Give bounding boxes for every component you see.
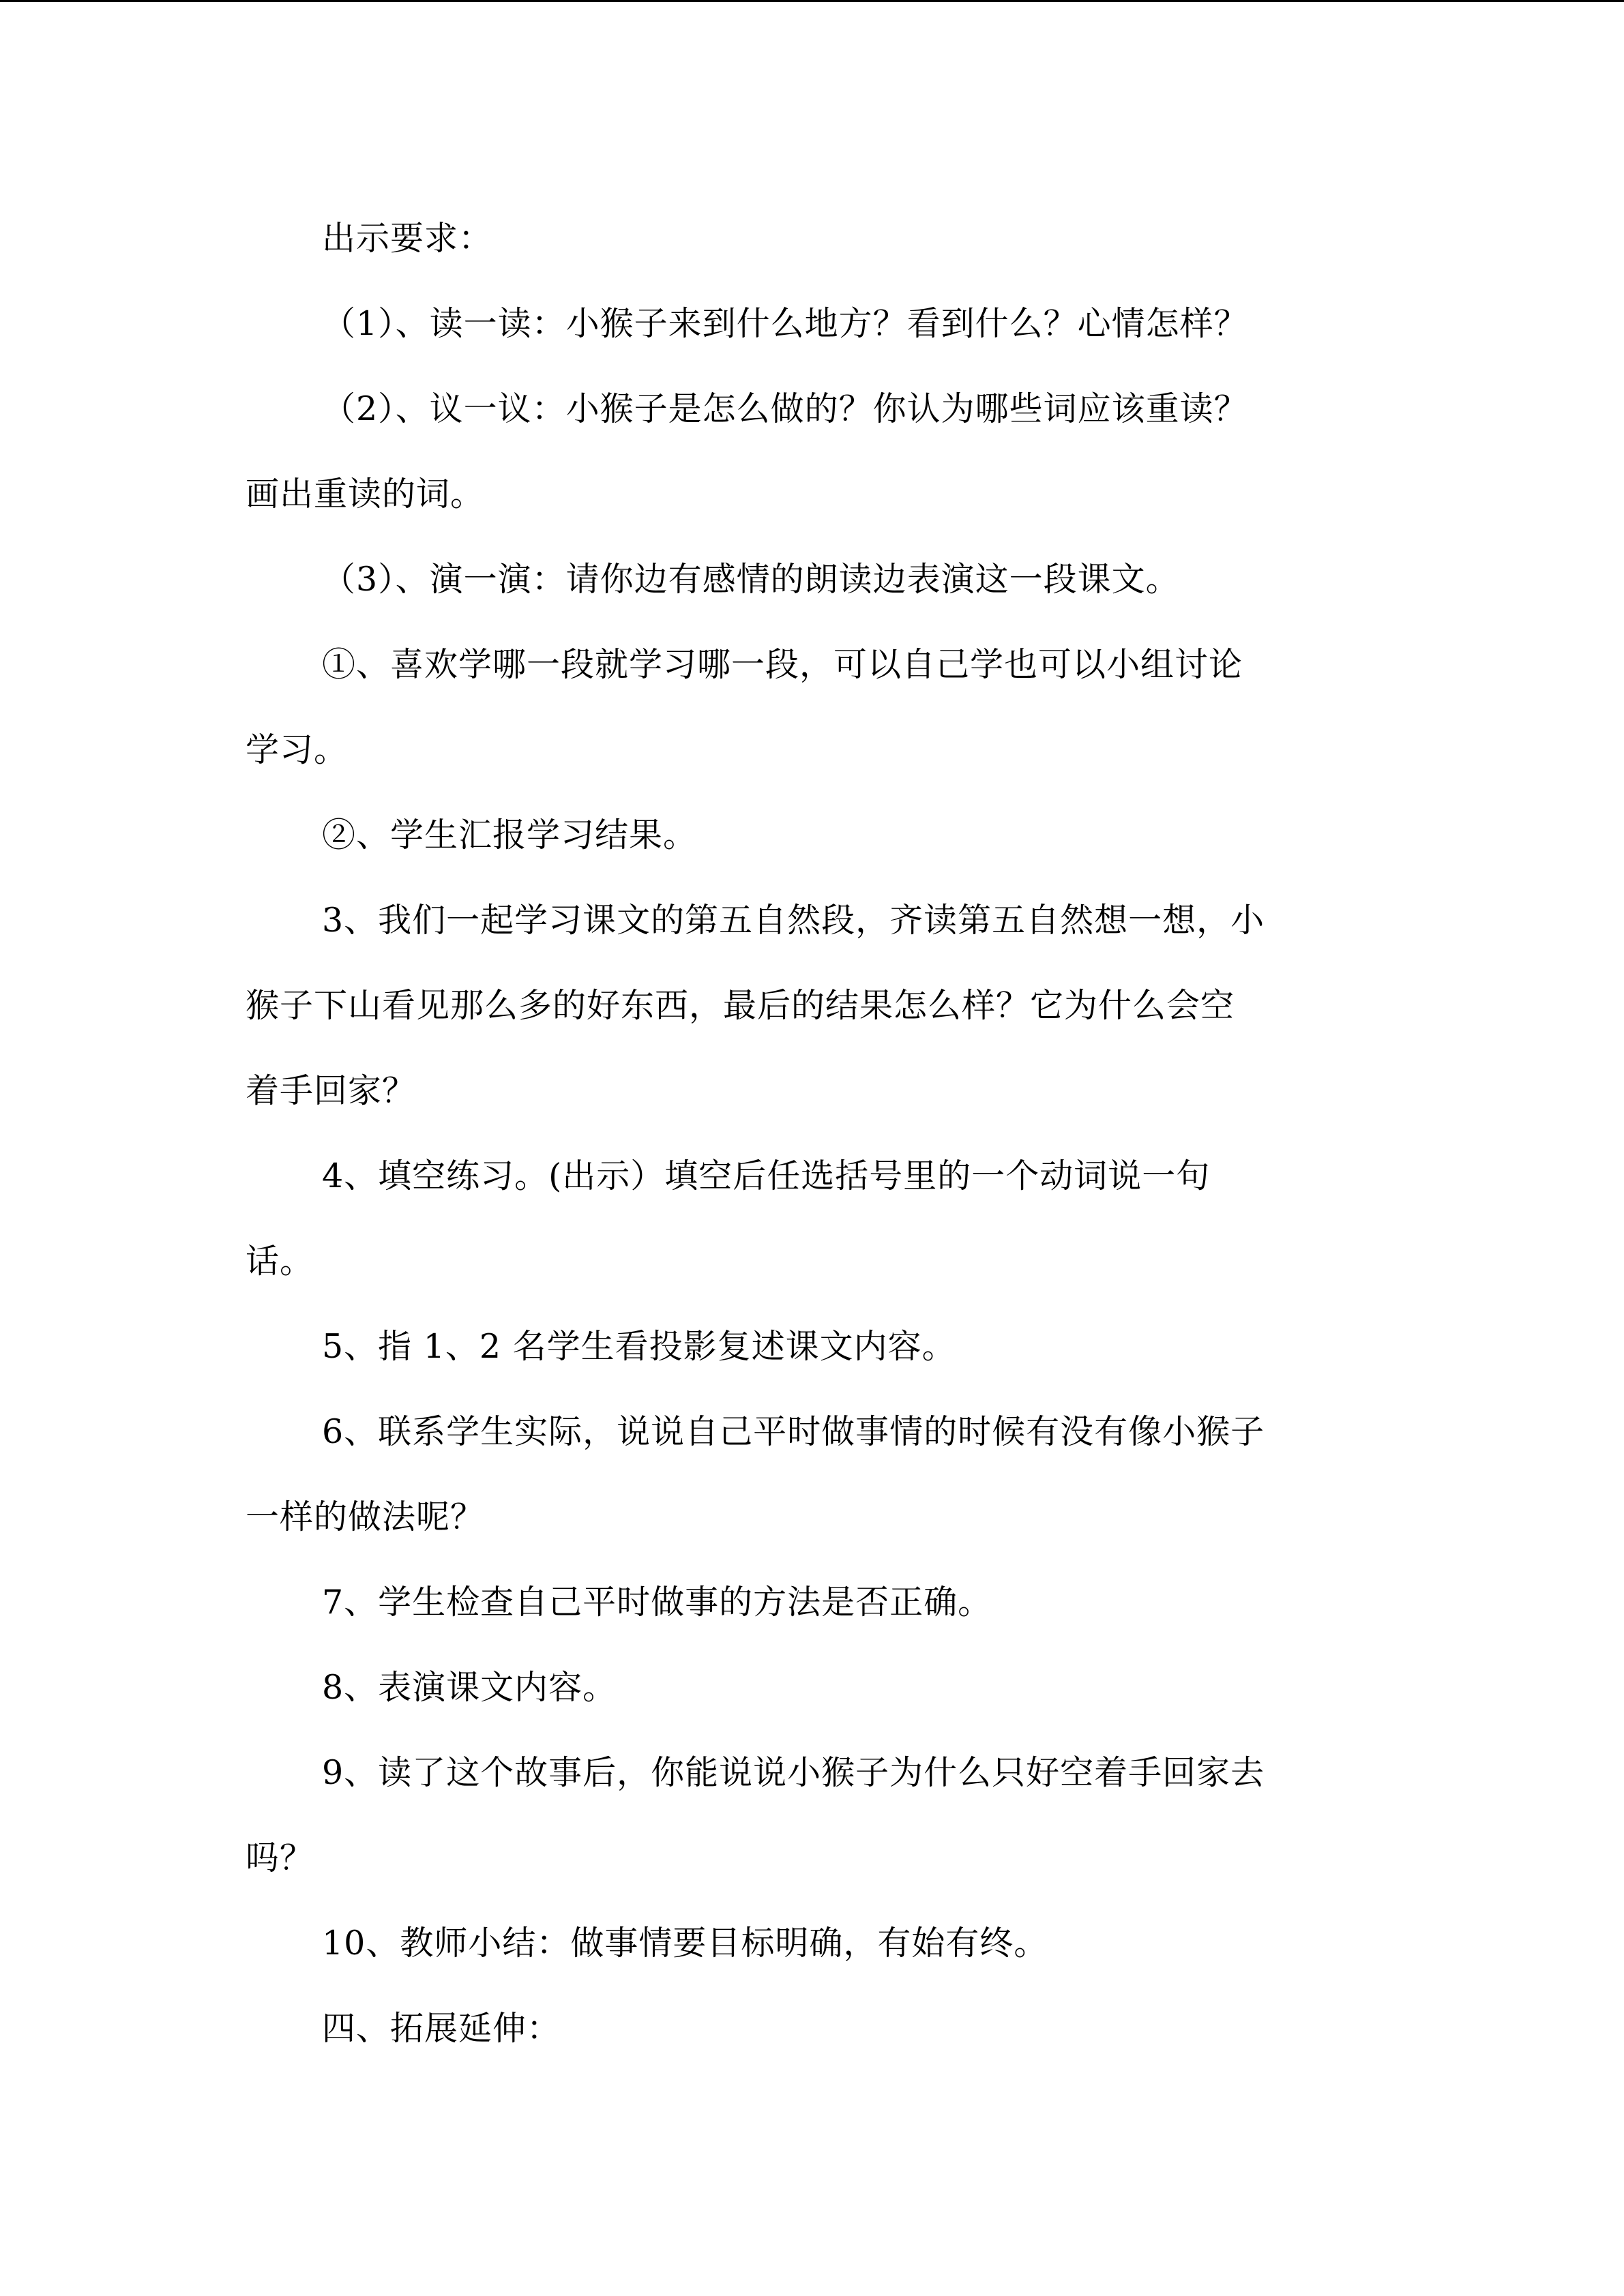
text-line: 猴子下山看见那么多的好东西，最后的结果怎么样？它为什么会空 [246, 986, 1235, 1025]
text-line: 3、我们一起学习课文的第五自然段，齐读第五自然想一想，小 [322, 901, 1265, 940]
text-line: 7、学生检查自己平时做事的方法是否正确。 [322, 1583, 992, 1622]
text-line: ①、喜欢学哪一段就学习哪一段，可以自己学也可以小组讨论 [322, 645, 1243, 684]
text-line: 10、教师小结：做事情要目标明确，有始有终。 [322, 1924, 1048, 1963]
text-line: （3）、演一演：请你边有感情的朗读边表演这一段课文。 [322, 560, 1180, 599]
text-line: （2）、议一议：小猴子是怎么做的？你认为哪些词应该重读？ [322, 389, 1248, 428]
text-line: 四、拓展延伸： [322, 2009, 561, 2048]
text-line: 5、指 1、2 名学生看投影复述课文内容。 [322, 1327, 956, 1366]
text-line: 6、联系学生实际，说说自己平时做事情的时候有没有像小猴子 [322, 1412, 1265, 1451]
text-line: 吗？ [246, 1838, 314, 1877]
text-line: 话。 [246, 1242, 314, 1281]
text-line: ②、学生汇报学习结果。 [322, 816, 698, 854]
text-line: 着手回家？ [246, 1071, 417, 1110]
text-line: 9、读了这个故事后，你能说说小猴子为什么只好空着手回家去 [322, 1753, 1265, 1792]
text-line: （1）、读一读：小猴子来到什么地方？看到什么？心情怎样？ [322, 304, 1248, 343]
text-line: 一样的做法呢？ [246, 1497, 485, 1536]
text-line: 8、表演课文内容。 [322, 1668, 617, 1707]
text-line: 画出重读的词。 [246, 475, 485, 513]
text-line: 出示要求： [322, 219, 493, 258]
text-line: 学习。 [246, 730, 349, 769]
text-line: 4、填空练习。(出示）填空后任选括号里的一个动词说一句 [322, 1157, 1211, 1195]
